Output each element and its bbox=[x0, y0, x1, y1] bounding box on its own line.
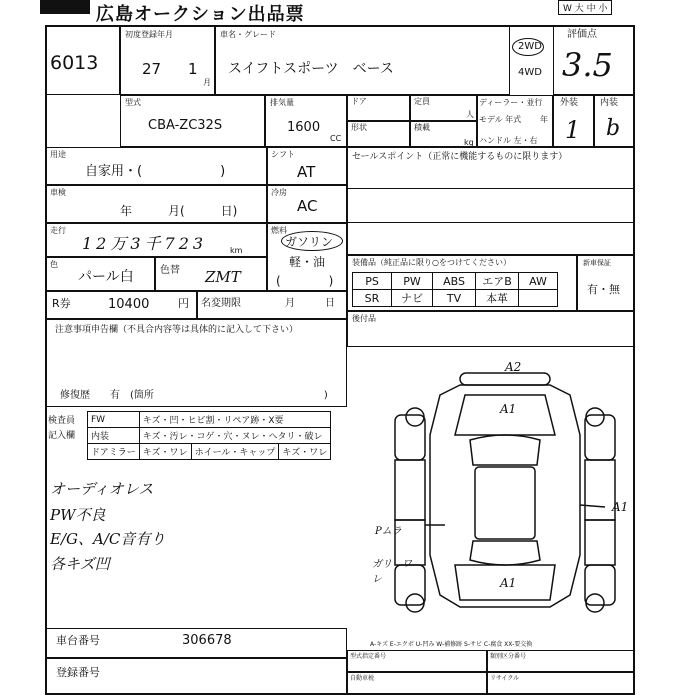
rear-left-wheel-icon bbox=[406, 594, 424, 612]
recycle-value: 10400 bbox=[108, 297, 150, 312]
front-right-wheel-icon bbox=[586, 408, 604, 426]
mileage-value: 12万3千723 bbox=[82, 234, 208, 253]
front-right-fender bbox=[585, 415, 615, 460]
inspector-row-fw bbox=[88, 412, 331, 428]
interior-value: b bbox=[606, 116, 621, 141]
shift-label: シフト bbox=[271, 150, 295, 159]
month-unit: 月 bbox=[203, 78, 211, 87]
inspector-row-interior bbox=[88, 428, 331, 444]
handwritten-note-4: 各キズ凹 bbox=[50, 555, 110, 573]
door-label: ドア bbox=[351, 97, 367, 106]
right-front-door bbox=[585, 460, 615, 520]
year-unit: 年 bbox=[540, 115, 548, 124]
recycle-label: R券 bbox=[52, 297, 71, 310]
equipment-tv: TV bbox=[433, 290, 476, 307]
sales-points-cell bbox=[347, 147, 635, 255]
damage-mark-front-bumper: A2 bbox=[505, 360, 522, 374]
first-reg-label: 初度登録年月 bbox=[125, 30, 173, 39]
header-logo-bar bbox=[40, 0, 90, 14]
fw-label: FW bbox=[88, 412, 140, 428]
mirror-options: キズ・ワレ bbox=[139, 444, 191, 460]
model-label: 型式 bbox=[125, 98, 141, 107]
sales-line-2 bbox=[347, 222, 635, 223]
fw-options: キズ・凹・ヒビ割・リペア跡・X要 bbox=[139, 412, 330, 428]
equipment-abs: ABS bbox=[433, 273, 476, 290]
roof-outline bbox=[475, 467, 535, 539]
front-left-fender bbox=[395, 415, 425, 460]
capacity-unit: 人 bbox=[466, 110, 474, 119]
equipment-row-2 bbox=[353, 290, 558, 307]
lot-number: 6013 bbox=[50, 52, 99, 74]
wheel-label: ホイール・キャップ bbox=[191, 444, 279, 460]
yen-unit: 円 bbox=[178, 297, 189, 310]
score-value: 3.5 bbox=[562, 46, 613, 84]
code-label-4: リサイクル bbox=[490, 675, 520, 682]
equipment-aw: AW bbox=[519, 273, 558, 290]
mark-line-right bbox=[580, 505, 605, 507]
rear-right-wheel-icon bbox=[586, 594, 604, 612]
inspector-table bbox=[87, 411, 331, 460]
drive-4wd: 4WD bbox=[518, 67, 542, 78]
code-label-3: 自動車税 bbox=[350, 675, 375, 682]
fuel-other: ( ) bbox=[276, 274, 334, 288]
displacement-value: 1600 bbox=[287, 120, 321, 135]
code-label-1: 型式指定番号 bbox=[350, 653, 387, 660]
damage-mark-trunk: A1 bbox=[500, 576, 517, 590]
car-name: スイフトスポーツ ベース bbox=[228, 61, 394, 77]
chassis-value: 306678 bbox=[182, 633, 232, 648]
color-change-label: 色替 bbox=[160, 265, 180, 276]
header-title: 広島オークション出品票 bbox=[96, 4, 305, 25]
color-code: ZMT bbox=[205, 268, 241, 286]
handle-label: ハンドル 左・右 bbox=[479, 136, 538, 145]
usage-value: 自家用・( ) bbox=[85, 164, 226, 179]
displacement-label: 排気量 bbox=[270, 98, 294, 107]
interior-row-label: 内装 bbox=[88, 428, 140, 444]
damage-mark-hood: A1 bbox=[500, 402, 517, 416]
damage-mark-left-scratch: ガリ ワレ bbox=[372, 559, 412, 585]
extras-label: 後付品 bbox=[352, 314, 376, 323]
damage-mark-right-side: A1 bbox=[612, 500, 629, 514]
roof-top-outline bbox=[460, 373, 550, 385]
right-rear-door bbox=[585, 520, 615, 565]
first-reg-year: 27 bbox=[142, 60, 162, 78]
equipment-row-1 bbox=[353, 273, 558, 290]
drive-2wd: 2WD bbox=[518, 41, 542, 52]
equipment-label: 装備品（純正品に限り○をつけてください） bbox=[352, 258, 511, 267]
fuel-label: 燃料 bbox=[271, 226, 287, 235]
grade-guide: W 大 中 小 bbox=[558, 0, 612, 15]
tax-label: 名変期限 bbox=[201, 298, 241, 309]
equipment-table bbox=[352, 272, 558, 307]
equipment-pw: PW bbox=[392, 273, 433, 290]
damage-legend: A-キズ E-エクボ U-凹み W-補修跡 S-サビ C-腐食 XX-要交換 bbox=[370, 641, 533, 648]
mirror-label: ドアミラー bbox=[88, 444, 140, 460]
first-reg-month: 1 bbox=[188, 60, 198, 78]
cc-unit: CC bbox=[330, 134, 342, 143]
car-body-outline bbox=[430, 385, 580, 607]
inspector-label-1: 検査員 bbox=[48, 416, 76, 426]
equipment-airbag: エアB bbox=[476, 273, 519, 290]
mileage-label: 走行 bbox=[50, 226, 66, 235]
new-warranty-label: 新車保証 bbox=[583, 259, 611, 267]
load-label: 積載 bbox=[414, 123, 430, 132]
tax-value: 月 日 bbox=[285, 298, 335, 309]
equipment-empty bbox=[519, 290, 558, 307]
repair-history-label: 修復歴 有 (箇所 ) bbox=[60, 390, 328, 401]
color-label: 色 bbox=[50, 260, 58, 269]
interior-options: キズ・汚レ・コゲ・穴・ヌレ・ヘタリ・破レ bbox=[139, 428, 330, 444]
capacity-label: 定員 bbox=[414, 97, 430, 106]
rear-right-fender bbox=[585, 565, 615, 605]
interior-label: 内装 bbox=[600, 98, 619, 108]
wheel-options: キズ・ワレ bbox=[279, 444, 331, 460]
car-name-label: 車名・グレード bbox=[220, 30, 276, 39]
inspection-value: 年 月( 日) bbox=[120, 204, 238, 218]
equipment-ps: PS bbox=[353, 273, 392, 290]
notes-label: 注意事項申告欄（不具合内容等は具体的に記入して下さい） bbox=[55, 325, 299, 335]
model-value: CBA-ZC32S bbox=[148, 118, 223, 133]
new-warranty-value: 有・無 bbox=[587, 283, 620, 296]
rear-window-outline bbox=[470, 541, 540, 565]
code-label-2: 類別区分番号 bbox=[490, 653, 527, 660]
left-front-door bbox=[395, 460, 425, 520]
handwritten-note-1: オーディオレス bbox=[50, 480, 154, 498]
equipment-navi: ナビ bbox=[392, 290, 433, 307]
exterior-value: 1 bbox=[565, 116, 581, 144]
usage-label: 用途 bbox=[50, 150, 66, 159]
fuel-gas-circle bbox=[281, 231, 343, 251]
model-year-label: モデル 年式 bbox=[479, 115, 522, 124]
fuel-gas: ガソリン bbox=[285, 235, 334, 249]
dealer-label: ディーラー・並行 bbox=[479, 98, 543, 107]
shift-value: AT bbox=[297, 163, 316, 181]
chassis-label: 車台番号 bbox=[56, 634, 100, 647]
equipment-leather: 本革 bbox=[476, 290, 519, 307]
extras-cell bbox=[347, 311, 635, 347]
kg-unit: kg bbox=[464, 138, 474, 147]
sales-points-label: セールスポイント（正常に機能するものに限ります） bbox=[352, 152, 568, 162]
damage-mark-left-paint: Pムラ bbox=[375, 526, 402, 537]
windshield-outline bbox=[470, 435, 540, 465]
ac-label: 冷房 bbox=[271, 188, 287, 197]
inspector-row-mirror bbox=[88, 444, 331, 460]
inspector-label-2: 記入欄 bbox=[48, 431, 76, 441]
equipment-sr: SR bbox=[353, 290, 392, 307]
fuel-diesel: 軽・油 bbox=[289, 255, 326, 269]
shape-label: 形状 bbox=[351, 123, 367, 132]
handwritten-note-3: E/G、A/C音有り bbox=[50, 530, 166, 548]
score-label: 評価点 bbox=[567, 29, 597, 40]
exterior-label: 外装 bbox=[560, 98, 579, 108]
drive-2wd-circle bbox=[512, 38, 544, 56]
registration-label: 登録番号 bbox=[56, 666, 100, 679]
km-unit: km bbox=[230, 246, 243, 255]
ac-value: AC bbox=[297, 197, 318, 215]
sales-line-1 bbox=[347, 188, 635, 189]
inspection-label: 車検 bbox=[50, 188, 66, 197]
handwritten-note-2: PW不良 bbox=[50, 506, 106, 524]
front-left-wheel-icon bbox=[406, 408, 424, 426]
color-value: パール白 bbox=[78, 269, 134, 285]
